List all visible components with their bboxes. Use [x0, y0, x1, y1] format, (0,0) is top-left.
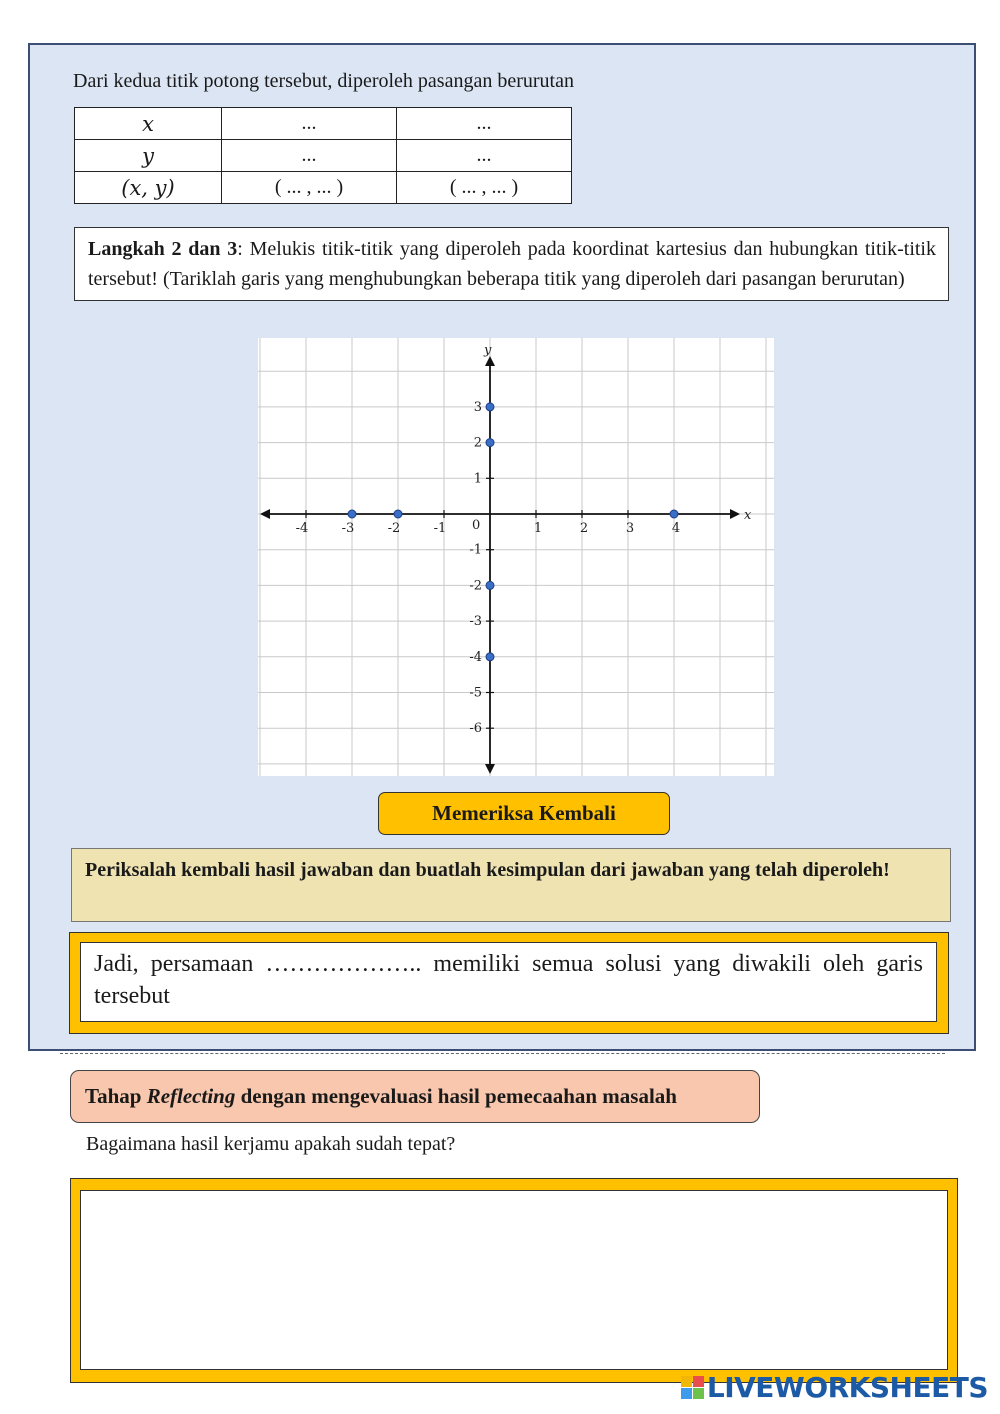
table-cell[interactable]: ...: [397, 108, 572, 140]
x-axis-label: x: [744, 508, 752, 523]
y-tick-label: -2: [469, 578, 482, 594]
data-point: [486, 439, 494, 447]
table-row: [75, 108, 572, 140]
x-tick-label: 1: [533, 521, 543, 536]
step-instructions: [74, 227, 949, 301]
y-tick-label: -3: [469, 614, 482, 630]
x-tick-label: 3: [625, 521, 635, 536]
x-tick-label: -3: [341, 521, 355, 536]
data-point: [348, 510, 356, 518]
y-tick-label: 1: [473, 471, 482, 487]
divider: [60, 1053, 945, 1054]
y-axis-label: y: [484, 343, 492, 358]
data-point: [486, 403, 494, 411]
data-point: [670, 510, 678, 518]
check-again-button[interactable]: Memeriksa Kembali: [378, 792, 670, 835]
y-tick-label: -5: [469, 685, 482, 701]
step-title: Langkah 2 dan 3: [88, 238, 238, 260]
review-instruction: Periksalah kembali hasil jawaban dan buatlah kesimpulan dari jawaban yang telah diperoleh!: [71, 848, 951, 922]
x-tick-label: -4: [295, 521, 309, 536]
data-point: [486, 653, 494, 661]
y-tick-label: 2: [473, 435, 482, 451]
row-label-xy: (x, y): [75, 172, 222, 204]
conclusion-box: [69, 932, 949, 1034]
liveworksheets-icon: [681, 1376, 704, 1399]
table-cell[interactable]: ...: [397, 140, 572, 172]
x-tick-label: -1: [433, 521, 447, 536]
table-row: [75, 140, 572, 172]
data-point: [486, 581, 494, 589]
reflect-suffix: dengan mengevaluasi hasil pemecaahan masalah: [235, 1084, 677, 1108]
reflect-italic: Reflecting: [146, 1084, 236, 1108]
row-label-x: x: [75, 108, 222, 140]
table-cell[interactable]: ...: [222, 108, 397, 140]
table-row: [75, 172, 572, 204]
y-tick-label: -4: [469, 649, 482, 665]
origin-label: 0: [472, 518, 481, 533]
graph-background: [258, 338, 774, 776]
cartesian-graph[interactable]: [258, 338, 774, 776]
answer-box: [70, 1178, 958, 1383]
table-cell[interactable]: ...: [222, 140, 397, 172]
reflection-question: Bagaimana hasil kerjamu apakah sudah tepat?: [86, 1133, 456, 1155]
intro-text: Dari kedua titik potong tersebut, diperoleh pasangan berurutan: [73, 70, 574, 92]
table-cell[interactable]: ( ... , ... ): [397, 172, 572, 204]
reflecting-header: [70, 1070, 760, 1123]
data-point: [394, 510, 402, 518]
y-tick-label: 3: [473, 399, 482, 415]
x-tick-label: 2: [579, 521, 589, 536]
answer-input[interactable]: [80, 1190, 948, 1370]
reflect-prefix: Tahap: [85, 1084, 147, 1108]
brand-name: LIVEWORKSHEETS: [706, 1371, 988, 1404]
x-tick-label: -2: [387, 521, 401, 536]
ordered-pairs-table: [74, 107, 572, 204]
liveworksheets-logo: [681, 1371, 988, 1404]
step-text: : Melukis titik-titik yang diperoleh pada koordinat kartesius dan hubungkan titik-titik tersebut! (Tariklah garis yang menghubungkan beberapa titik yang diperoleh dari pasangan berurutan): [88, 238, 936, 290]
table-cell[interactable]: ( ... , ... ): [222, 172, 397, 204]
x-tick-label: 4: [671, 521, 681, 536]
conclusion-text[interactable]: Jadi, persamaan ……………….. memiliki semua solusi yang diwakili oleh garis tersebut: [80, 942, 937, 1022]
row-label-y: y: [75, 140, 222, 172]
y-tick-label: -6: [469, 721, 482, 737]
y-tick-label: -1: [469, 542, 482, 558]
